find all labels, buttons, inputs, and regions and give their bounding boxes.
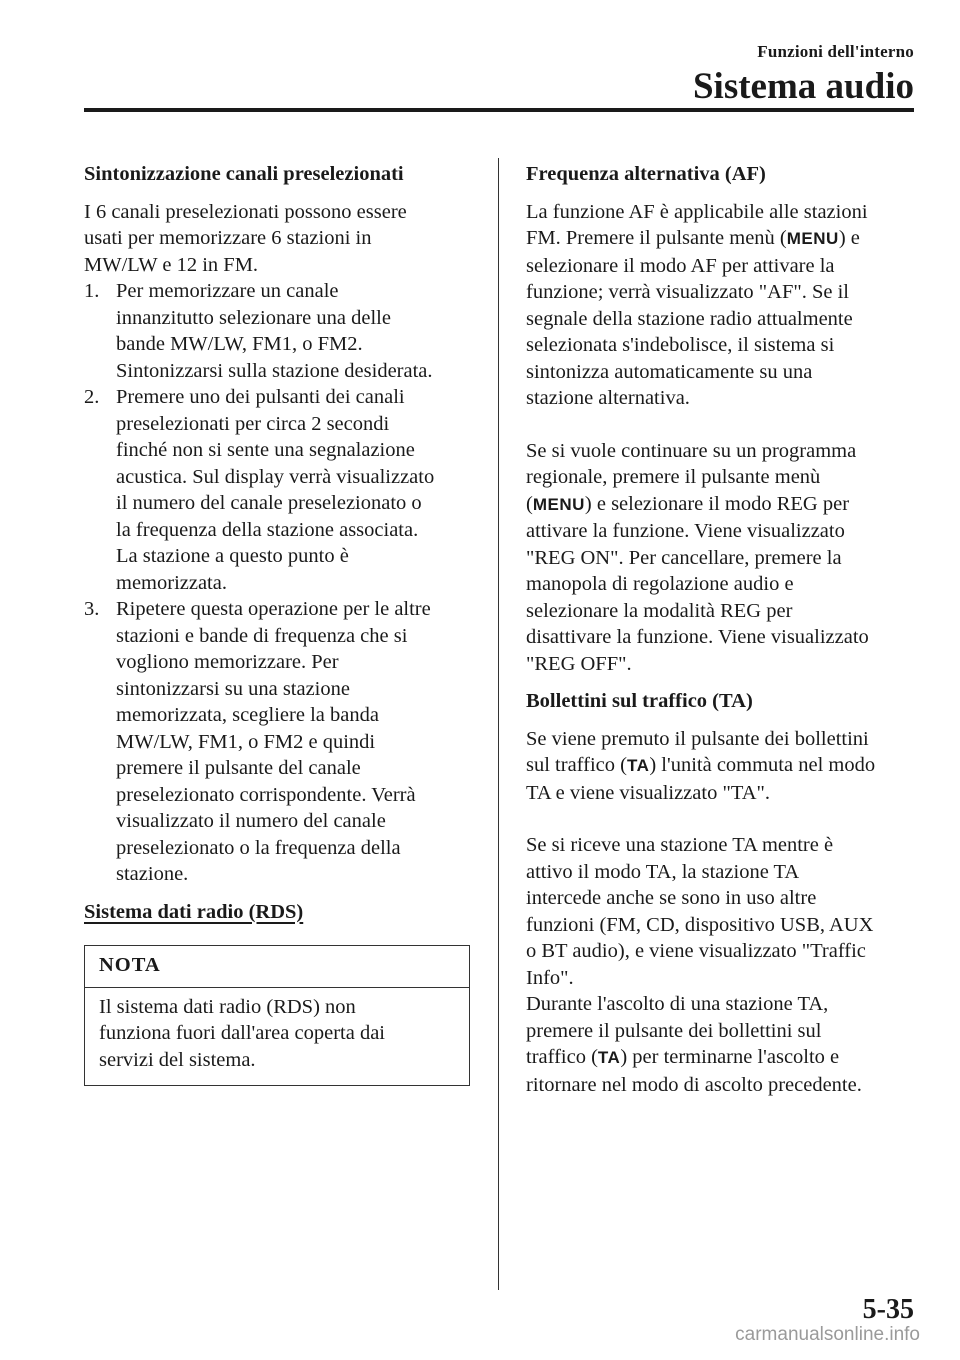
presets-heading: Sintonizzazione canali preselezionati — [84, 163, 404, 185]
text-line: innanzitutto selezionare una delle — [116, 306, 391, 329]
step-number: 2. — [84, 386, 100, 408]
ta-heading: Bollettini sul traffico (TA) — [526, 690, 753, 712]
text-line: sul traffico (TA) l'unità commuta nel modo — [526, 754, 876, 776]
menu-button-label: MENU — [532, 494, 585, 514]
text-line: I 6 canali preselezionati possono essere — [84, 200, 407, 223]
text-line: Premere uno dei pulsanti dei canali — [116, 386, 405, 408]
text-line: preselezionato o la frequenza della — [116, 836, 401, 859]
text-line: selezionare il modo AF per attivare la — [526, 254, 835, 277]
header-rule — [84, 108, 914, 112]
text-line: sintonizza automaticamente su una — [526, 360, 813, 383]
note-body — [85, 988, 469, 1086]
text-line: stazione alternativa. — [526, 387, 690, 409]
text-line: sintonizzarsi su una stazione — [116, 677, 350, 700]
text-line: Il sistema dati radio (RDS) non — [99, 995, 356, 1018]
text-line: intercede anche se sono in uso altre — [526, 887, 817, 909]
text-line: Se viene premuto il pulsante dei bollettini — [526, 727, 869, 750]
text-line: usati per memorizzare 6 stazioni in — [84, 227, 372, 249]
text-line: stazione. — [116, 863, 189, 885]
text-line: preselezionato corrispondente. Verrà — [116, 783, 416, 806]
ta-button-label: TA — [626, 756, 650, 775]
page-number: 5-35 — [862, 1294, 914, 1325]
text-line: selezionare la modalità REG per — [526, 599, 793, 622]
text-line: (MENU) e selezionare il modo REG per — [526, 492, 850, 515]
text-line: TA e viene visualizzato "TA". — [526, 781, 770, 804]
reg-paragraph — [526, 438, 916, 678]
text-line: premere il pulsante dei bollettini sul — [526, 1019, 822, 1042]
text-line: funzione; verrà visualizzato "AF". Se il — [526, 281, 850, 303]
text-line: selezionata s'indebolisce, il sistema si — [526, 334, 835, 356]
step-number: 1. — [84, 280, 100, 302]
right-column — [526, 161, 916, 1098]
step-item — [84, 384, 474, 596]
text-line: il numero del canale preselezionato o — [116, 492, 422, 514]
text-line: servizi del sistema. — [99, 1048, 256, 1071]
af-paragraph — [526, 199, 916, 412]
presets-intro — [84, 199, 474, 279]
watermark: carmanualsonline.info — [735, 1324, 920, 1345]
af-heading: Frequenza alternativa (AF) — [526, 163, 766, 185]
text-line: o BT audio), e viene visualizzato "Traffic — [526, 940, 866, 962]
text-line: ritornare nel modo di ascolto precedente. — [526, 1073, 862, 1096]
steps-list — [84, 278, 474, 888]
text-line: "REG ON". Per cancellare, premere la — [526, 546, 842, 569]
text-line: finché non si sente una segnalazione — [116, 439, 415, 461]
text-line: Ripetere questa operazione per le altre — [116, 598, 431, 620]
left-column — [84, 161, 474, 1086]
text-line: Info". — [526, 966, 574, 989]
chapter-title: Sistema audio — [692, 66, 914, 107]
text-line: memorizzata. — [116, 571, 227, 594]
text-line: acustica. Sul display verrà visualizzato — [116, 465, 435, 488]
text-line: Sintonizzarsi sulla stazione desiderata. — [116, 359, 433, 382]
ta-interrupt-paragraph — [526, 832, 916, 1098]
step-number: 3. — [84, 598, 100, 620]
step-item — [84, 596, 474, 888]
text-line: Se si riceve una stazione TA mentre è — [526, 834, 834, 856]
text-line: regionale, premere il pulsante menù — [526, 466, 821, 488]
text-line: manopola di regolazione audio e — [526, 573, 794, 595]
text-line: stazioni e bande di frequenza che si — [116, 624, 408, 647]
text-line: visualizzato il numero del canale — [116, 810, 386, 832]
page-header — [693, 42, 914, 105]
text-line: La funzione AF è applicabile alle stazioni — [526, 200, 868, 223]
text-line: MW/LW, FM1, o FM2 e quindi — [116, 730, 376, 753]
text-line: memorizzata, scegliere la banda — [116, 704, 379, 726]
rds-heading: Sistema dati radio (RDS) — [84, 900, 304, 923]
note-box — [84, 945, 470, 1086]
text-line: premere il pulsante del canale — [116, 757, 361, 779]
text-line: funziona fuori dall'area coperta dai — [99, 1022, 385, 1044]
step-item — [84, 278, 474, 384]
text-line: La stazione a questo punto è — [116, 545, 349, 567]
text-line: funzioni (FM, CD, dispositivo USB, AUX — [526, 913, 874, 936]
text-line: FM. Premere il pulsante menù (MENU) e — [526, 227, 860, 249]
text-line: Durante l'ascolto di una stazione TA, — [526, 993, 829, 1015]
text-line: Se si vuole continuare su un programma — [526, 439, 857, 462]
ta-button-label: TA — [597, 1048, 621, 1067]
text-line: segnale della stazione radio attualmente — [526, 307, 853, 330]
ta-paragraph — [526, 726, 916, 807]
text-line: "REG OFF". — [526, 652, 632, 675]
text-line: vogliono memorizzare. Per — [116, 651, 339, 673]
text-line: bande MW/LW, FM1, o FM2. — [116, 333, 363, 355]
text-line: preselezionati per circa 2 secondi — [116, 412, 390, 435]
text-line: MW/LW e 12 in FM. — [84, 253, 259, 276]
section-title: Funzioni dell'interno — [757, 42, 914, 61]
text-line: la frequenza della stazione associata. — [116, 518, 419, 541]
text-line: attivo il modo TA, la stazione TA — [526, 860, 800, 883]
text-line: Per memorizzare un canale — [116, 280, 339, 302]
text-line: attivare la funzione. Viene visualizzato — [526, 520, 845, 542]
menu-button-label: MENU — [786, 229, 839, 248]
text-line: traffico (TA) per terminarne l'ascolto e — [526, 1046, 840, 1068]
column-divider — [498, 158, 499, 1290]
text-line: disattivare la funzione. Viene visualizzato — [526, 626, 869, 648]
note-title: NOTA — [85, 946, 469, 988]
